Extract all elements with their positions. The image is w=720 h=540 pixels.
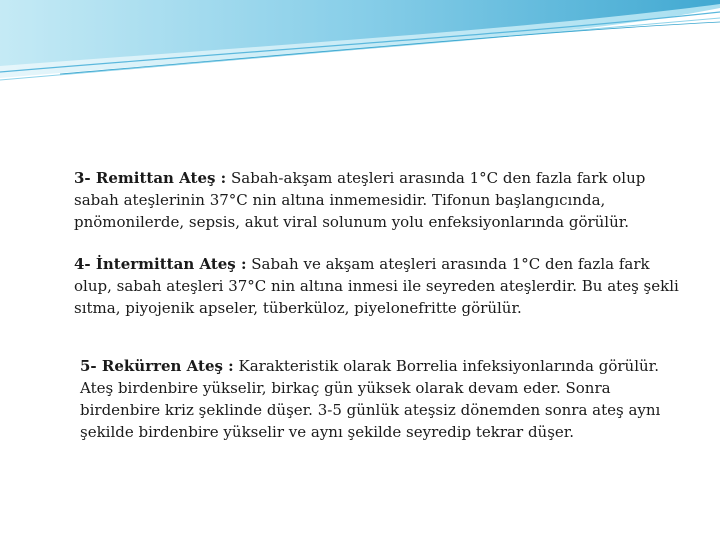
- paragraph-intermittan-fever: [74, 253, 694, 319]
- paragraph-title: 4- İntermittan Ateş :: [74, 255, 247, 273]
- paragraph-line: pnömonilerde, sepsis, akut viral solunum yolu enfeksiyonlarında görülür.: [74, 213, 630, 231]
- paragraph-line: sabah ateşlerinin 37°C nin altına inmemesidir. Tifonun başlangıcında,: [74, 191, 606, 209]
- paragraph-title: 3- Remittan Ateş :: [74, 169, 227, 187]
- paragraph-title: 5- Rekürren Ateş :: [80, 357, 234, 375]
- paragraph-remittan-fever: [74, 167, 646, 233]
- paragraph-line: birdenbire kriz şeklinde düşer. 3-5 günlük ateşsiz dönemden sonra ateş aynı: [80, 401, 661, 419]
- paragraph-line: 5- Rekürren Ateş : Karakteristik olarak Borrelia infeksiyonlarında görülür.: [80, 357, 659, 375]
- paragraph-line: olup, sabah ateşleri 37°C nin altına inmesi ile seyreden ateşlerdir. Bu ateş şekli: [74, 277, 679, 295]
- paragraph-line: Ateş birdenbire yükselir, birkaç gün yüksek olarak devam eder. Sonra: [80, 379, 611, 397]
- paragraph-line: sıtma, piyojenik apseler, tüberküloz, piyelonefritte görülür.: [74, 299, 522, 317]
- paragraph-line: 3- Remittan Ateş : Sabah-akşam ateşleri arasında 1°C den fazla fark olup: [74, 169, 646, 187]
- paragraph-line: 4- İntermittan Ateş : Sabah ve akşam ateşleri arasında 1°C den fazla fark: [74, 255, 650, 273]
- paragraph-rekurren-fever: [80, 355, 680, 443]
- paragraph-line: şekilde birdenbire yükselir ve aynı şekilde seyredip tekrar düşer.: [80, 423, 575, 441]
